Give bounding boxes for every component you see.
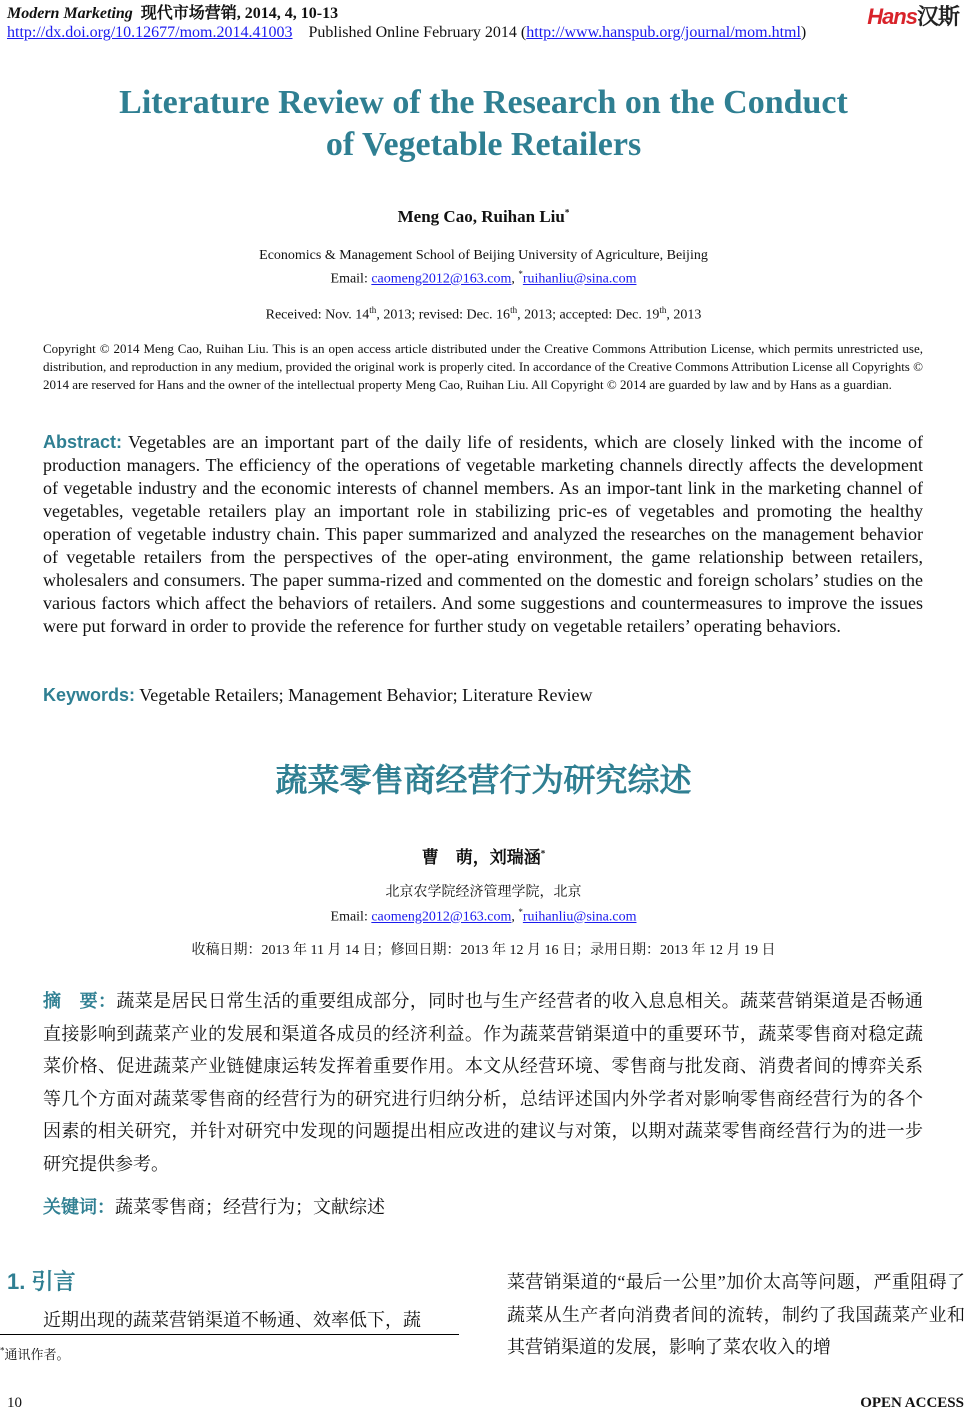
email-link-1[interactable]: caomeng2012@163.com (371, 271, 512, 287)
journal-link[interactable]: http://www.hanspub.org/journal/mom.html (526, 24, 801, 41)
title-line: of Vegetable Retailers (325, 126, 642, 163)
abstract-text: Vegetables are an important part of the daily life of residents, which are closely linked with the income of production managers. The efficiency of the operations of vegetable marketing channels directly affects the development of vegetable industry and the economic interests of channel members. As an impor-tant link in the marketing channel of vegetables, vegetable retailers play an important role in stabilizing pric-es of vegetables and promoting the healthy operation of vegetable industry chain. This paper summarized and analyzed the researches on the management behavior of vegetable retailers from the perspectives of the oper-ating environment, the game relationship between retailers, wholesalers and consumers. The paper summa-rized and commented on the domestic and foreign scholars’ studies on the various factors which affect the behaviors of retailers. And some suggestions and countermeasures to improve the issues were put forward in order to provide the reference for further study on vegetable retailers’ operating behaviors. (43, 432, 923, 636)
keywords-text-cn: 蔬菜零售商；经营行为；文献综述 (115, 1197, 385, 1217)
email-line: Email: caomeng2012@163.com, *ruihanliu@sina.com (330, 269, 637, 287)
body-text-left: 近期出现的蔬菜营销渠道不畅通、效率低下，蔬 (43, 1310, 421, 1330)
publication-line (7, 24, 806, 42)
dates-cn: 收稿日期：2013 年 11 月 14 日；修回日期：2013 年 12 月 16 日；录用日期：2013 年 12 月 19 日 (191, 943, 776, 958)
keywords-cn (43, 1193, 385, 1219)
section-heading: 1. 引言 (7, 1269, 76, 1294)
abstract-label: Abstract: (43, 432, 123, 452)
keywords-en (43, 685, 593, 706)
journal-name: Modern Marketing (7, 5, 133, 22)
abstract-label-cn: 摘 要： (43, 991, 117, 1011)
email-line-cn: Email: caomeng2012@163.com, *ruihanliu@sina.com (330, 907, 637, 925)
page-number: 10 (7, 1395, 22, 1411)
footnote-divider (0, 1334, 459, 1335)
copyright-notice: Copyright © 2014 Meng Cao, Ruihan Liu. This is an open access article distributed under the Creative Commons Attribution License, which permits unrestricted use, distribution, and reproduction in any medium, provided the original work is properly cited. In accordance of the Creative Commons Attribution License all Copyrights © 2014 are reserved for Hans and the owner of the intellectual property Meng Cao, Ruihan Liu. All Copyright © 2014 are guarded by law and by Hans as a guardian. (43, 341, 923, 392)
open-access-label: OPEN ACCESS (860, 1395, 964, 1411)
footnote: *通讯作者。 (0, 1345, 70, 1362)
doi-link[interactable]: http://dx.doi.org/10.12677/mom.2014.41003 (7, 24, 293, 41)
affiliation-cn: 北京农学院经济管理学院，北京 (385, 885, 582, 900)
authors-cn: 曹 萌，刘瑞涵* (421, 848, 546, 867)
title-line: Literature Review of the Research on the Conduct (119, 84, 848, 121)
journal-header (7, 0, 338, 23)
affiliation: Economics & Management School of Beijing University of Agriculture, Beijing (259, 248, 708, 263)
published-text: Published Online February 2014 ( (308, 24, 527, 41)
paper-title (0, 82, 967, 166)
hans-logo: Hans汉斯 (867, 4, 959, 29)
body-text-right: 菜营销渠道的“最后一公里”加价太高等问题，严重阻碍了蔬菜从生产者向消费者间的流转，制约了我国蔬菜产业和其营销渠道的发展，影响了菜农收入的增 (507, 1272, 965, 1357)
keywords-text: Vegetable Retailers; Management Behavior; Literature Review (135, 685, 593, 705)
keywords-label-cn: 关键词： (43, 1197, 115, 1217)
paper-title-cn: 蔬菜零售商经营行为研究综述 (275, 761, 692, 799)
abstract-cn (43, 985, 923, 1180)
email-link-2[interactable]: ruihanliu@sina.com (522, 909, 637, 925)
journal-info: 现代市场营销, 2014, 4, 10-13 (140, 5, 339, 22)
abstract-en (43, 431, 923, 638)
keywords-label: Keywords: (43, 685, 136, 705)
paren: ) (800, 24, 807, 41)
abstract-text-cn: 蔬菜是居民日常生活的重要组成部分，同时也与生产经营者的收入息息相关。蔬菜营销渠道是否畅通直接影响到蔬菜产业的发展和渠道各成员的经济利益。作为蔬菜营销渠道中的重要环节，蔬菜零售商对稳定蔬菜价格、促进蔬菜产业链健康运转发挥着重要作用。本文从经营环境、零售商与批发商、消费者间的博弈关系等几个方面对蔬菜零售商的经营行为的研究进行归纳分析，总结评述国内外学者对影响零售商经营行为的各个因素的相关研究，并针对研究中发现的问题提出相应改进的建议与对策，以期对蔬菜零售商经营行为的进一步研究提供参考。 (43, 991, 924, 1174)
email-link-1[interactable]: caomeng2012@163.com (371, 909, 512, 925)
received-dates: Received: Nov. 14th, 2013; revised: Dec. 16th, 2013; accepted: Dec. 19th, 2013 (265, 305, 702, 323)
authors: Meng Cao, Ruihan Liu* (397, 207, 570, 226)
email-link-2[interactable]: ruihanliu@sina.com (522, 271, 637, 287)
